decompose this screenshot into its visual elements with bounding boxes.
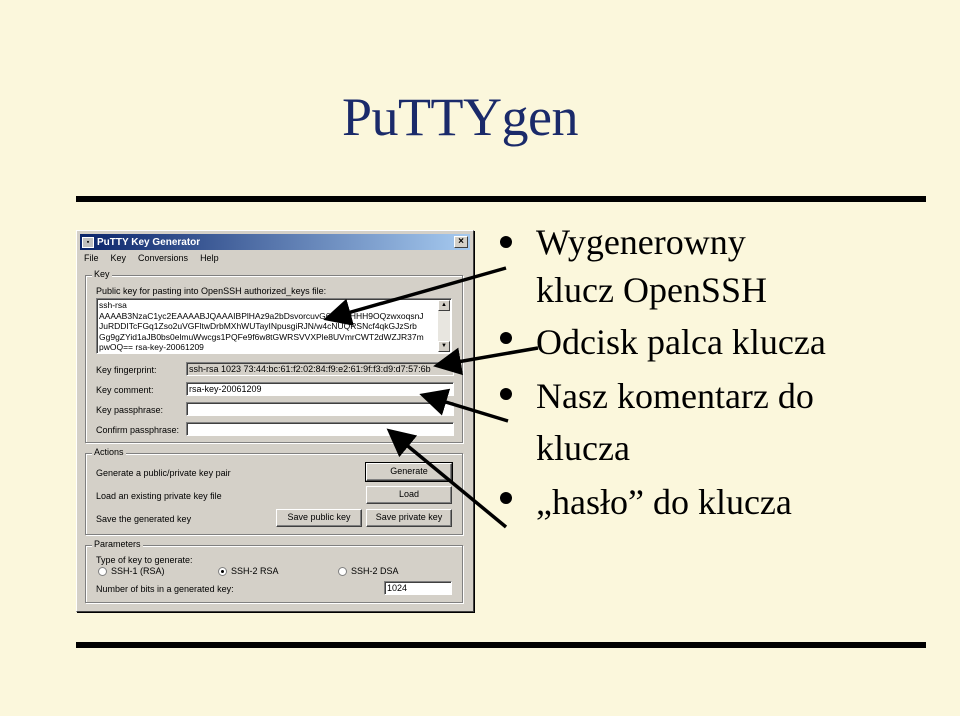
- parameters-group-legend: Parameters: [94, 539, 141, 549]
- menu-key[interactable]: Key: [110, 253, 127, 263]
- public-key-line: AAAAB3NzaC1yc2EAAAABJQAAAIBPlHAz9a2bDsvorcuvG6lQaxjHHH9OQzwxoqsnJ: [99, 310, 424, 321]
- load-label: Load an existing private key file: [96, 491, 222, 501]
- bits-label: Number of bits in a generated key:: [96, 584, 234, 594]
- scroll-up-arrow-icon[interactable]: ▲: [438, 300, 450, 311]
- public-key-line: ssh-rsa: [99, 300, 127, 310]
- actions-group-legend: Actions: [94, 447, 124, 457]
- generate-label: Generate a public/private key pair: [96, 468, 231, 478]
- generate-button[interactable]: Generate: [366, 463, 452, 481]
- public-key-line: Gg9gZYid1aJB0bs0elmuWwcgs1PQFe9f6w8tGWRSVVXPle8UVmrCWT2dWZJR37m: [99, 331, 424, 342]
- load-button[interactable]: Load: [366, 486, 452, 504]
- bullet-text: Nasz komentarz do klucza: [536, 376, 814, 468]
- public-key-line: JuRDDITcFGq1Zso2uVGFltwDrbMXhWUTayINpusgiRJN/w4cNUQRSNcf4qkGJzSrb: [99, 321, 417, 332]
- bullet-text: Wygenerowny klucz OpenSSH: [536, 222, 767, 310]
- slide-title: PuTTYgen: [342, 87, 578, 147]
- arrow-to-passphrase: [392, 433, 506, 527]
- save-public-key-button[interactable]: Save public key: [276, 509, 362, 527]
- radio-label: SSH-2 DSA: [351, 566, 399, 576]
- public-key-label: Public key for pasting into OpenSSH authorized_keys file:: [96, 286, 327, 296]
- window-title: PuTTY Key Generator: [97, 236, 201, 248]
- key-group-legend: Key: [94, 269, 110, 279]
- bottom-rule: [76, 642, 926, 648]
- fingerprint-label: Key fingerprint:: [96, 365, 157, 375]
- radio-label: SSH-1 (RSA): [111, 566, 165, 576]
- radio-label: SSH-2 RSA: [231, 566, 279, 576]
- arrow-to-fingerprint: [440, 348, 538, 365]
- bits-field[interactable]: 1024: [384, 581, 452, 595]
- arrow-to-public-key: [330, 268, 506, 318]
- save-private-key-button[interactable]: Save private key: [366, 509, 452, 527]
- comment-field[interactable]: rsa-key-20061209: [186, 382, 454, 396]
- arrow-to-comment: [426, 396, 508, 421]
- menu-conversions[interactable]: Conversions: [138, 253, 189, 263]
- public-key-line: pwOQ== rsa-key-20061209: [99, 342, 204, 353]
- fingerprint-field[interactable]: ssh-rsa 1023 73:44:bc:61:f2:02:84:f9:e2:61:9f:f3:d9:d7:57:6b: [186, 362, 454, 376]
- bullet-text: „hasło” do klucza: [536, 482, 792, 522]
- bullet-text: Odcisk palca klucza: [536, 322, 826, 362]
- menu-help[interactable]: Help: [200, 253, 219, 263]
- app-icon: ▪: [82, 237, 94, 248]
- comment-label: Key comment:: [96, 385, 154, 395]
- menu-file[interactable]: File: [84, 253, 99, 263]
- scroll-down-arrow-icon[interactable]: ▼: [438, 341, 450, 352]
- save-label: Save the generated key: [96, 514, 192, 524]
- key-type-label: Type of key to generate:: [96, 555, 193, 565]
- close-button[interactable]: ×: [454, 236, 468, 248]
- passphrase-label: Key passphrase:: [96, 405, 164, 415]
- confirm-passphrase-label: Confirm passphrase:: [96, 425, 180, 435]
